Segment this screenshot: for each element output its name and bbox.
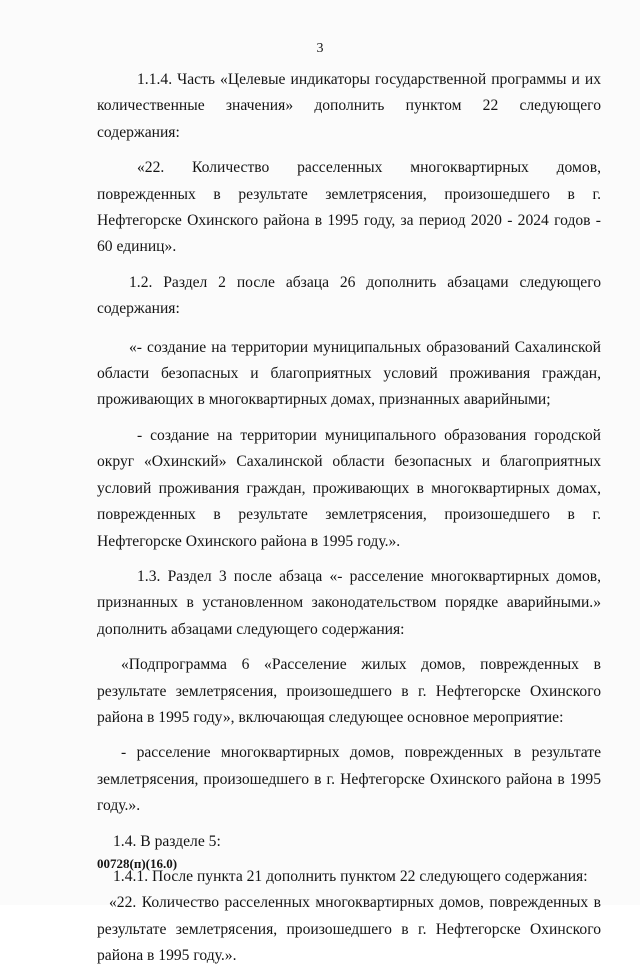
paragraph-item-22: «22. Количество расселенных многоквартирных домов, поврежденных в результате землетрясения, произошедшего в г. Нефтегорске Охинского района в 1995 году.». [97, 894, 601, 965]
paragraph-bullet-resettlement: - расселение многоквартирных домов, поврежденных в результате землетрясения, произошедшего в г. Нефтегорске Охинского района в 1995 году.». [97, 744, 601, 815]
paragraph-1-4: 1.4. В разделе 5: [113, 832, 221, 850]
paragraph-bullet-municipal: «- создание на территории муниципальных образований Сахалинской области безопасных и благоприятных условий проживания граждан, проживающих в многоквартирных домах, признанных аварийными; [97, 338, 601, 409]
paragraph-1-2: 1.2. Раздел 2 после абзаца 26 дополнить абзацами следующего содержания: [97, 273, 601, 318]
paragraph-1-1-4: 1.1.4. Часть «Целевые индикаторы государственной программы и их количественные значения» дополнить пунктом 22 следующего содержания: [97, 71, 601, 141]
page-number: 3 [316, 41, 324, 56]
document-body [97, 67, 601, 970]
paragraph-1-4-1: 1.4.1. После пункта 21 дополнить пунктом 22 следующего содержания: [113, 867, 588, 885]
document-code: 00728(п)(16.0) [97, 856, 178, 871]
paragraph-bullet-okha: - создание на территории муниципального образования городской округ «Охинский» Сахалинской области безопасных и благоприятных условий проживания граждан, проживающих в многоквартирных домах, поврежденных в результате землетрясения, произошедшего в г. Нефтегорске Охинского района в 1995 году.». [97, 426, 601, 550]
paragraph-subprogram-6: «Подпрограмма 6 «Расселение жилых домов, поврежденных в результате землетрясения, произошедшего в г. Нефтегорске Охинского района в 1995 году», включающая следующее основное мероприятие: [97, 656, 601, 726]
paragraph-1-3: 1.3. Раздел 3 после абзаца «- расселение многоквартирных домов, признанных в установленном законодательством порядке аварийными.» дополнить абзацами следующего содержания: [97, 567, 601, 638]
paragraph-indicator-22: «22. Количество расселенных многоквартирных домов, поврежденных в результате землетрясения, произошедшего в г. Нефтегорске Охинского района в 1995 году, за период 2020 - 2024 годов - 60 единиц». [97, 159, 601, 256]
